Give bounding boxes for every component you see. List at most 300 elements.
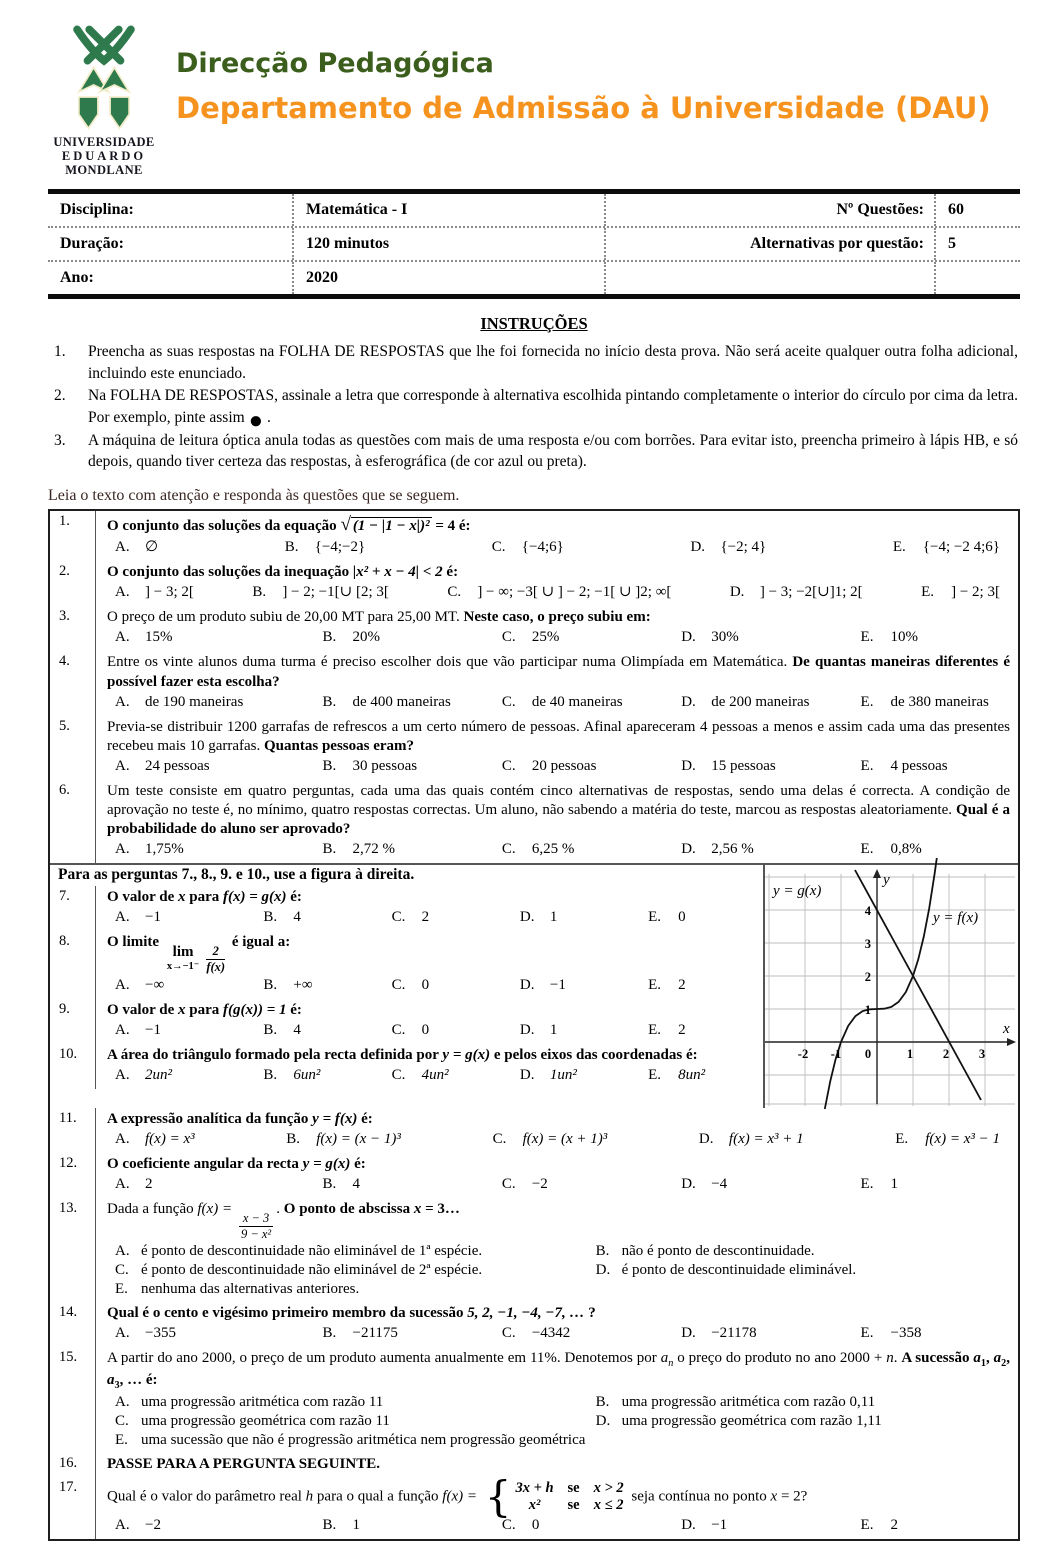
option [520,1066,648,1085]
option [699,1130,804,1149]
fraction-denominator: 9 − x² [240,1227,272,1242]
option-label: A. [115,1176,130,1193]
option [392,1066,520,1085]
option-value: −1 [145,1022,161,1039]
y-tick-1: 1 [864,1002,871,1017]
options-row [107,1129,1010,1150]
question-number: 5. [50,716,96,780]
page-header [48,0,1020,177]
disciplina-label: Disciplina: [60,201,134,218]
option [502,693,681,712]
option [502,1175,681,1194]
option-value: de 190 maneiras [145,693,244,710]
option-value: 1 [549,1022,558,1039]
stem-segment: a [993,1350,1002,1367]
option-value: uma progressão geométrica com razão 11 [141,1413,390,1430]
stem-segment: 5, 2, −1, −4, −7, … [467,1305,585,1322]
stem-segment: O conjunto das soluções da equação [107,518,341,535]
stem-segment: PASSE PARA A PERGUNTA SEGUINTE. [107,1456,380,1473]
option-label: E. [648,909,662,925]
option-label: E. [895,1131,909,1147]
stem-segment: Qual é a probabilidade do aluno ser aprovado? [107,801,1010,837]
option-label: A. [115,1325,130,1342]
option-value: −1 [145,909,161,925]
question-row [50,561,1018,606]
question-stem [107,782,1010,839]
fraction-denominator: f(x) [206,960,226,975]
option [115,1242,596,1261]
option-value: é ponto de descontinuidade eliminável. [621,1262,857,1279]
option-value: 2 [421,909,430,925]
option-label: B. [263,977,278,994]
option-label: E. [892,539,906,556]
option-value: é ponto de descontinuidade não eliminável de 1ª espécie. [141,1243,483,1260]
option-value: ] − 3; 2[ [145,584,194,601]
question-row [50,931,763,999]
question-number: 12. [50,1153,96,1198]
option-label: C. [501,757,516,774]
option-value: 10% [890,629,919,646]
question-number: 16. [50,1453,96,1477]
lead-text: Leia o texto com atenção e responda às questões que se seguem. [48,487,460,505]
band-left [50,865,763,1108]
option [115,583,194,602]
instruction-text: A máquina de leitura óptica anula todas as questões com mais de uma resposta e/ou com borrões. Para evitar isto, preencha primeiro à lápis HB, e só depois, quando tiver certeza das respostas, à esferográfica (de cor azul ou preta). [88,431,1018,471]
question-stem [107,1455,1010,1474]
stem-segment: O conjunto das soluções da inequação [107,564,353,581]
question-content [96,606,1018,651]
option-label: C. [491,539,506,556]
option [286,1130,401,1149]
option [115,538,158,557]
option [596,1242,1010,1261]
option-value: uma progressão aritmética com razão 0,11 [621,1394,876,1411]
option [322,840,501,859]
option [392,908,520,927]
option [492,538,564,557]
fraction-numerator: 2 [206,944,225,960]
question-stem [107,608,1010,627]
option-value: −∞ [145,977,165,994]
option-label: C. [501,1517,516,1534]
option [392,1021,520,1040]
option-label: E. [860,1517,874,1534]
option-value: 4 [293,1022,301,1039]
option-value: −21175 [352,1325,398,1342]
instruction-text-pre: Na FOLHA DE RESPOSTAS, assinale a letra que corresponde à alternativa escolhida pintando completamente o interior do círculo por cima da letra. Por exemplo, pinte assim [88,387,1018,427]
option-value: f(x) = (x − 1)³ [316,1131,401,1147]
option [681,757,860,776]
option-label: A. [115,840,130,857]
question-number: 10. [50,1044,96,1089]
question-row [50,1453,1018,1477]
option-value: nenhuma das alternativas anteriores. [141,1281,360,1298]
instruction-item-1 [48,341,1020,384]
option-value: f(x) = x³ + 1 [728,1131,804,1147]
option-label: B. [322,1517,337,1534]
piecewise-function [485,1479,624,1515]
ano-label: Ano: [60,269,94,286]
limit-word: lim [172,944,194,961]
options-row [107,1515,1010,1536]
stem-segment: y = f(x) [312,1110,358,1127]
option-value: 2 [678,1022,686,1039]
option [648,908,755,927]
option-value: não é ponto de descontinuidade. [621,1243,815,1260]
info-empty-cell [604,262,934,294]
stem-segment: f(x) = [442,1488,481,1505]
option-label: D. [519,1067,535,1084]
question-content [96,886,763,931]
radicand: (1 − |1 − x|)² [352,518,430,535]
stem-segment: O ponto de abscissa [283,1201,414,1218]
option-label: E. [115,1281,128,1298]
option [115,908,263,927]
info-row [48,226,1020,260]
option-value: −2 [145,1517,161,1534]
stem-segment: Um teste consiste em quatro perguntas, cada uma das quais contém cinco alternativas de respostas, sendo uma delas é correcta. A condição de aprovação no teste é, no mínimo, quatro respostas correctas. Um aluno, não sabendo a matéria do teste, marcou as respostas aleatoriamente. [107,782,1010,818]
option [115,976,263,995]
option [115,1412,596,1431]
question-content [96,1347,1018,1453]
question-content [96,561,1018,606]
x-tick-neg2: -2 [797,1046,809,1061]
option-value: f(x) = (x + 1)³ [522,1131,608,1147]
question-stem [107,718,1010,756]
stem-segment: x [177,888,186,905]
y-tick-4: 4 [864,903,871,918]
option [493,1130,608,1149]
instruction-text-post: . [263,409,271,427]
option-label: E. [860,840,874,857]
option [263,976,391,995]
option-value: 2,56 % [711,840,754,857]
stem-segment: = 3… [421,1201,460,1218]
question-content [96,716,1018,780]
question-number: 17. [50,1477,96,1539]
option-label: A. [115,977,130,994]
duracao-value: 120 minutos [292,228,604,260]
x-tick-neg1: -1 [830,1046,842,1061]
option-value: 6,25 % [531,840,575,857]
option-label: C. [391,909,406,925]
option-value: 2 [678,977,686,994]
question-row [50,780,1018,863]
option-label: C. [391,977,406,994]
option-value: 0,8% [890,840,922,857]
options-row [107,1393,1010,1450]
option-label: C. [501,629,516,646]
x-tick-0: 0 [864,1046,872,1061]
option [520,976,648,995]
option [681,628,860,647]
question-stem [107,1349,1010,1393]
question-content [96,651,1018,715]
option-label: E. [860,629,874,646]
option-value: {−4;6} [521,539,564,556]
option [921,583,1000,602]
f-curve-label: y = f(x) [933,909,979,926]
limit-subscript: x→−1⁻ [166,960,200,972]
stem-segment: , [986,1350,994,1367]
stem-segment: Qual é o valor do parâmetro real [107,1488,306,1505]
instruction-item-2 [48,385,1020,435]
option-label: B. [595,1243,610,1260]
option [322,1516,501,1535]
question-row [50,606,1018,651]
question-stem [107,1046,755,1065]
option-value: {−4; −2 4;6} [922,539,1000,556]
option [681,840,860,859]
piecewise-cell: x > 2 [593,1479,624,1496]
stem-segment: y = g(x) [302,1156,351,1173]
option-value: 1,75% [145,840,184,857]
option-label: E. [648,977,662,994]
option [115,1324,322,1343]
option [861,840,1010,859]
sqrt-expression [340,518,431,534]
stem-segment: |x² + x − 4| < 2 [352,564,443,581]
question-row [50,1302,1018,1347]
stem-segment: y = g(x) [442,1047,491,1064]
option [115,1021,263,1040]
option-label: C. [391,1067,406,1084]
question-row [50,1198,1018,1302]
option-value: 15% [145,629,173,646]
stem-segment: para [185,1002,223,1019]
uem-logo [48,26,160,177]
options-row [107,692,1010,713]
options-row [107,1323,1010,1344]
option-label: D. [681,1176,696,1193]
stem-subscript: 2 [1001,1358,1007,1370]
piecewise-cell: x ≤ 2 [593,1497,624,1514]
stem-segment: para o qual a função [313,1488,443,1505]
stem-segment: A partir do ano 2000, o preço de um produto aumenta anualmente em 11%. Denotemos por [107,1350,661,1367]
questions-7-10-band [50,863,1018,1108]
option [893,538,1000,557]
option-value: +∞ [293,977,313,994]
option [115,628,322,647]
option-label: C. [501,840,516,857]
option-value: ] − 2; 3[ [951,584,1000,601]
stem-segment: O limite [107,934,163,951]
question-number: 1. [50,511,96,561]
option-value: 2un² [145,1067,172,1084]
stem-segment: x [413,1201,422,1218]
question-number: 15. [50,1347,96,1453]
option [322,693,501,712]
question-stem [107,1479,1010,1515]
question-row [50,1044,763,1089]
option-value: −1 [549,977,566,994]
stem-segment: é: [286,1002,302,1019]
x-axis-arrow-icon [1007,1038,1016,1046]
option-label: A. [115,539,130,556]
options-row [107,1020,755,1041]
piecewise-cell: se [567,1497,580,1514]
alternativas-label: Alternativas por questão: [604,228,934,260]
info-empty-cell [934,262,1020,294]
stem-segment: o preço do produto no ano 2000 + [673,1350,887,1367]
options-row [107,1174,1010,1195]
option-value: 20% [352,629,380,646]
question-content [96,1153,1018,1198]
option [115,1280,1010,1299]
option-value: 0 [531,1517,540,1534]
instruction-number: 3. [54,431,66,449]
question-number: 14. [50,1302,96,1347]
y-tick-3: 3 [864,936,871,951]
option-label: B. [322,1176,337,1193]
option [861,757,1010,776]
exam-info-table [48,189,1020,299]
option-label: D. [681,840,696,857]
option [648,1021,755,1040]
g-line [855,870,981,1100]
option-value: 4 pessoas [890,757,948,774]
question-content [96,931,763,999]
stem-subscript: 1 [980,1358,986,1370]
piecewise-cell: x² [528,1497,541,1514]
question-number: 3. [50,606,96,651]
option [502,1516,681,1535]
question-stem [107,1001,755,1020]
question-stem [107,1110,1010,1129]
fraction [239,1211,273,1242]
option-value: de 380 maneiras [890,693,989,710]
stem-segment: f(g(x)) = 1 [222,1002,287,1019]
option-label: A. [115,757,130,774]
question-number: 7. [50,886,96,931]
y-tick-2: 2 [864,969,871,984]
question-number: 13. [50,1198,96,1302]
option-label: B. [263,909,278,925]
question-stem [107,1200,1010,1242]
option [115,1130,195,1149]
option-value: uma progressão aritmética com razão 11 [141,1394,384,1411]
option-label: D. [681,1517,696,1534]
option-value: 30% [711,629,739,646]
option-value: 4 [293,909,301,925]
option-label: C. [501,693,516,710]
option-label: C. [501,1176,516,1193]
option-label: B. [286,1131,300,1147]
option-value: −1 [711,1517,728,1534]
piecewise-cell: { 3x + h [515,1479,554,1496]
option [115,1516,322,1535]
option-value: 25% [531,629,560,646]
question-content [96,1302,1018,1347]
options-row [107,975,755,996]
option-value: 1un² [549,1067,577,1084]
option [115,1393,596,1412]
option [861,628,1010,647]
option-value: 0 [421,1022,430,1039]
options-row [107,582,1010,603]
option-label: A. [115,1243,130,1260]
option-value: de 200 maneiras [711,693,810,710]
option-value: −4 [711,1176,728,1193]
stem-segment: x [177,1002,186,1019]
option [596,1261,1010,1280]
info-row [48,260,1020,294]
option [681,1175,860,1194]
option-label: D. [519,977,535,994]
option [681,1516,860,1535]
option-value: ] − 3; −2[∪]1; 2[ [759,584,863,601]
question-content [96,780,1018,863]
stem-segment: para [185,888,223,905]
x-axis-label: x [1003,1020,1010,1037]
option [263,1066,391,1085]
stem-segment: Entre os vinte alunos duma turma é preciso escolher dois que vão participar numa Olimpíada em Matemática. [107,654,793,671]
option-value: 1 [549,909,558,925]
option [285,538,366,557]
option-value: 1 [352,1517,360,1534]
option-label: D. [519,1022,535,1039]
stem-segment: O valor de [107,1002,178,1019]
option-value: 0 [421,977,430,994]
stem-segment: Dada a função [107,1201,198,1218]
option-value: 4 [352,1176,360,1193]
x-tick-2: 2 [942,1046,950,1061]
header-titles [176,26,991,177]
question-number: 9. [50,999,96,1044]
instruction-text [88,385,1020,435]
stem-segment: = 2? [777,1488,808,1505]
option-label: B. [284,539,299,556]
option [502,1324,681,1343]
option [861,1324,1010,1343]
question-row [50,999,763,1044]
stem-segment: é igual a: [228,934,291,951]
piecewise-rows [515,1480,623,1515]
option [322,757,501,776]
option-value: f(x) = x³ − 1 [925,1131,1000,1147]
band-header: Para as perguntas 7., 8., 9. e 10., use a figura à direita. [58,865,415,883]
option [861,1175,1010,1194]
stem-segment: a [107,1372,115,1389]
option-value: 6un² [293,1067,321,1084]
option-label: B. [595,1394,610,1411]
option-value: 8un² [678,1067,706,1084]
option-label: A. [115,909,130,925]
question-number: 4. [50,651,96,715]
g-curve-label: y = g(x) [773,882,822,899]
university-emblem-icon [56,26,152,130]
option-label: B. [322,757,337,774]
option-label: D. [681,1325,696,1342]
stem-segment: é: [442,564,459,581]
option-label: E. [860,693,874,710]
stem-segment: n [886,1350,894,1367]
stem-segment: é: [357,1110,373,1127]
option-label: C. [492,1131,507,1147]
num-questoes-label: Nº Questões: [604,194,934,226]
option [115,1175,322,1194]
limit-notation [167,945,200,972]
option [115,757,322,776]
stem-segment: . [276,1201,284,1218]
option [115,693,322,712]
option [730,583,863,602]
option-label: B. [263,1067,278,1084]
option-label: E. [860,1325,874,1342]
option-value: 24 pessoas [145,757,210,774]
option [648,976,755,995]
stem-segment: Neste caso, o preço subiu em: [463,609,651,626]
